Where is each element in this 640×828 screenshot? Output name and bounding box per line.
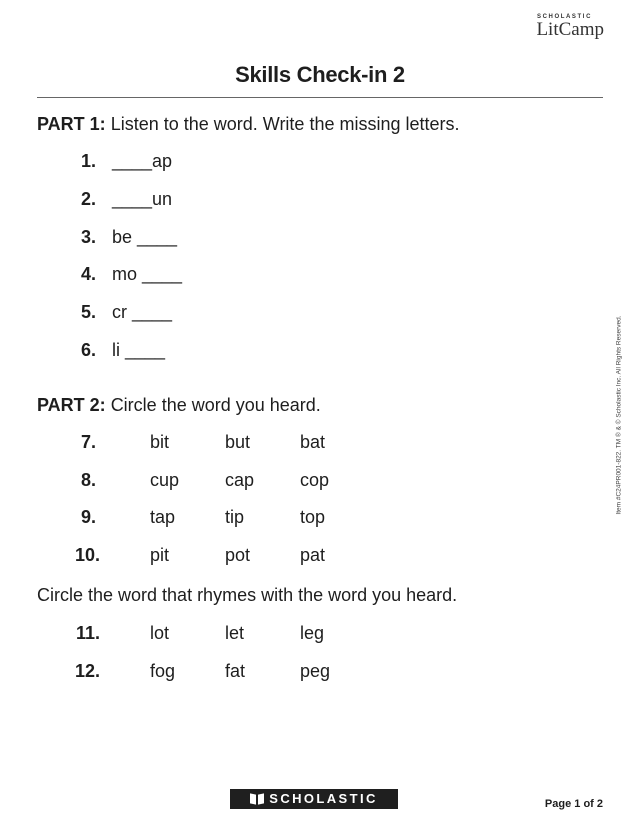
title-divider bbox=[37, 97, 603, 98]
item-prompt: ____ap bbox=[112, 151, 173, 171]
word-choice: peg bbox=[300, 661, 331, 681]
part1-label: PART 1: bbox=[37, 114, 106, 134]
word-choice: top bbox=[300, 507, 326, 527]
part2-label: PART 2: bbox=[37, 395, 106, 415]
item-number: 7. bbox=[80, 432, 96, 452]
word-choice: tap bbox=[150, 507, 176, 527]
item-number: 11. bbox=[75, 623, 100, 643]
word-choice: pit bbox=[150, 545, 170, 565]
word-choice: pat bbox=[300, 545, 326, 565]
part1-heading bbox=[37, 114, 460, 135]
item-prompt: ____un bbox=[112, 189, 173, 209]
word-choice: cap bbox=[225, 470, 255, 490]
word-choice: pot bbox=[225, 545, 251, 565]
part1-instruction: Listen to the word. Write the missing letters. bbox=[110, 114, 460, 134]
logo-publisher: SCHOLASTIC bbox=[537, 14, 592, 20]
item-number: 5. bbox=[80, 302, 96, 322]
copyright-text: Item #C24PR001-822. TM ® & © Scholastic Inc. All Rights Reserved. bbox=[615, 315, 623, 515]
page-title: Skills Check-in 2 bbox=[235, 62, 405, 87]
rhyme-instruction: Circle the word that rhymes with the word you heard. bbox=[37, 585, 458, 605]
item-number: 9. bbox=[80, 507, 96, 527]
word-choice: lot bbox=[150, 623, 170, 643]
book-icon bbox=[250, 794, 264, 804]
word-choice: fog bbox=[150, 661, 176, 681]
item-prompt: mo ____ bbox=[112, 264, 183, 284]
item-prompt: be ____ bbox=[112, 227, 178, 247]
footer-brand-text: SCHOLASTIC bbox=[269, 791, 378, 806]
item-number: 1. bbox=[80, 151, 96, 171]
item-number: 6. bbox=[80, 340, 96, 360]
page-number: Page 1 of 2 bbox=[544, 798, 603, 810]
copyright-note bbox=[612, 312, 626, 518]
word-choice: bat bbox=[300, 432, 326, 452]
item-number: 10. bbox=[74, 545, 100, 565]
word-choice: cop bbox=[300, 470, 330, 490]
item-prompt: cr ____ bbox=[112, 302, 173, 322]
item-number: 8. bbox=[80, 470, 96, 490]
litcamp-logo bbox=[536, 14, 604, 40]
item-number: 3. bbox=[80, 227, 96, 247]
word-choice: bit bbox=[150, 432, 170, 452]
part2-heading bbox=[37, 395, 321, 416]
item-number: 2. bbox=[80, 189, 96, 209]
word-choice: but bbox=[225, 432, 251, 452]
part2-instruction: Circle the word you heard. bbox=[110, 395, 321, 415]
word-choice: cup bbox=[150, 470, 180, 490]
scholastic-footer-logo bbox=[230, 789, 398, 809]
word-choice: leg bbox=[300, 623, 325, 643]
word-choice: let bbox=[225, 623, 245, 643]
word-choice: fat bbox=[225, 661, 246, 681]
item-prompt: li ____ bbox=[112, 340, 166, 360]
word-choice: tip bbox=[225, 507, 245, 527]
item-number: 4. bbox=[80, 264, 96, 284]
logo-brand: LitCamp bbox=[536, 19, 604, 40]
item-number: 12. bbox=[74, 661, 100, 681]
